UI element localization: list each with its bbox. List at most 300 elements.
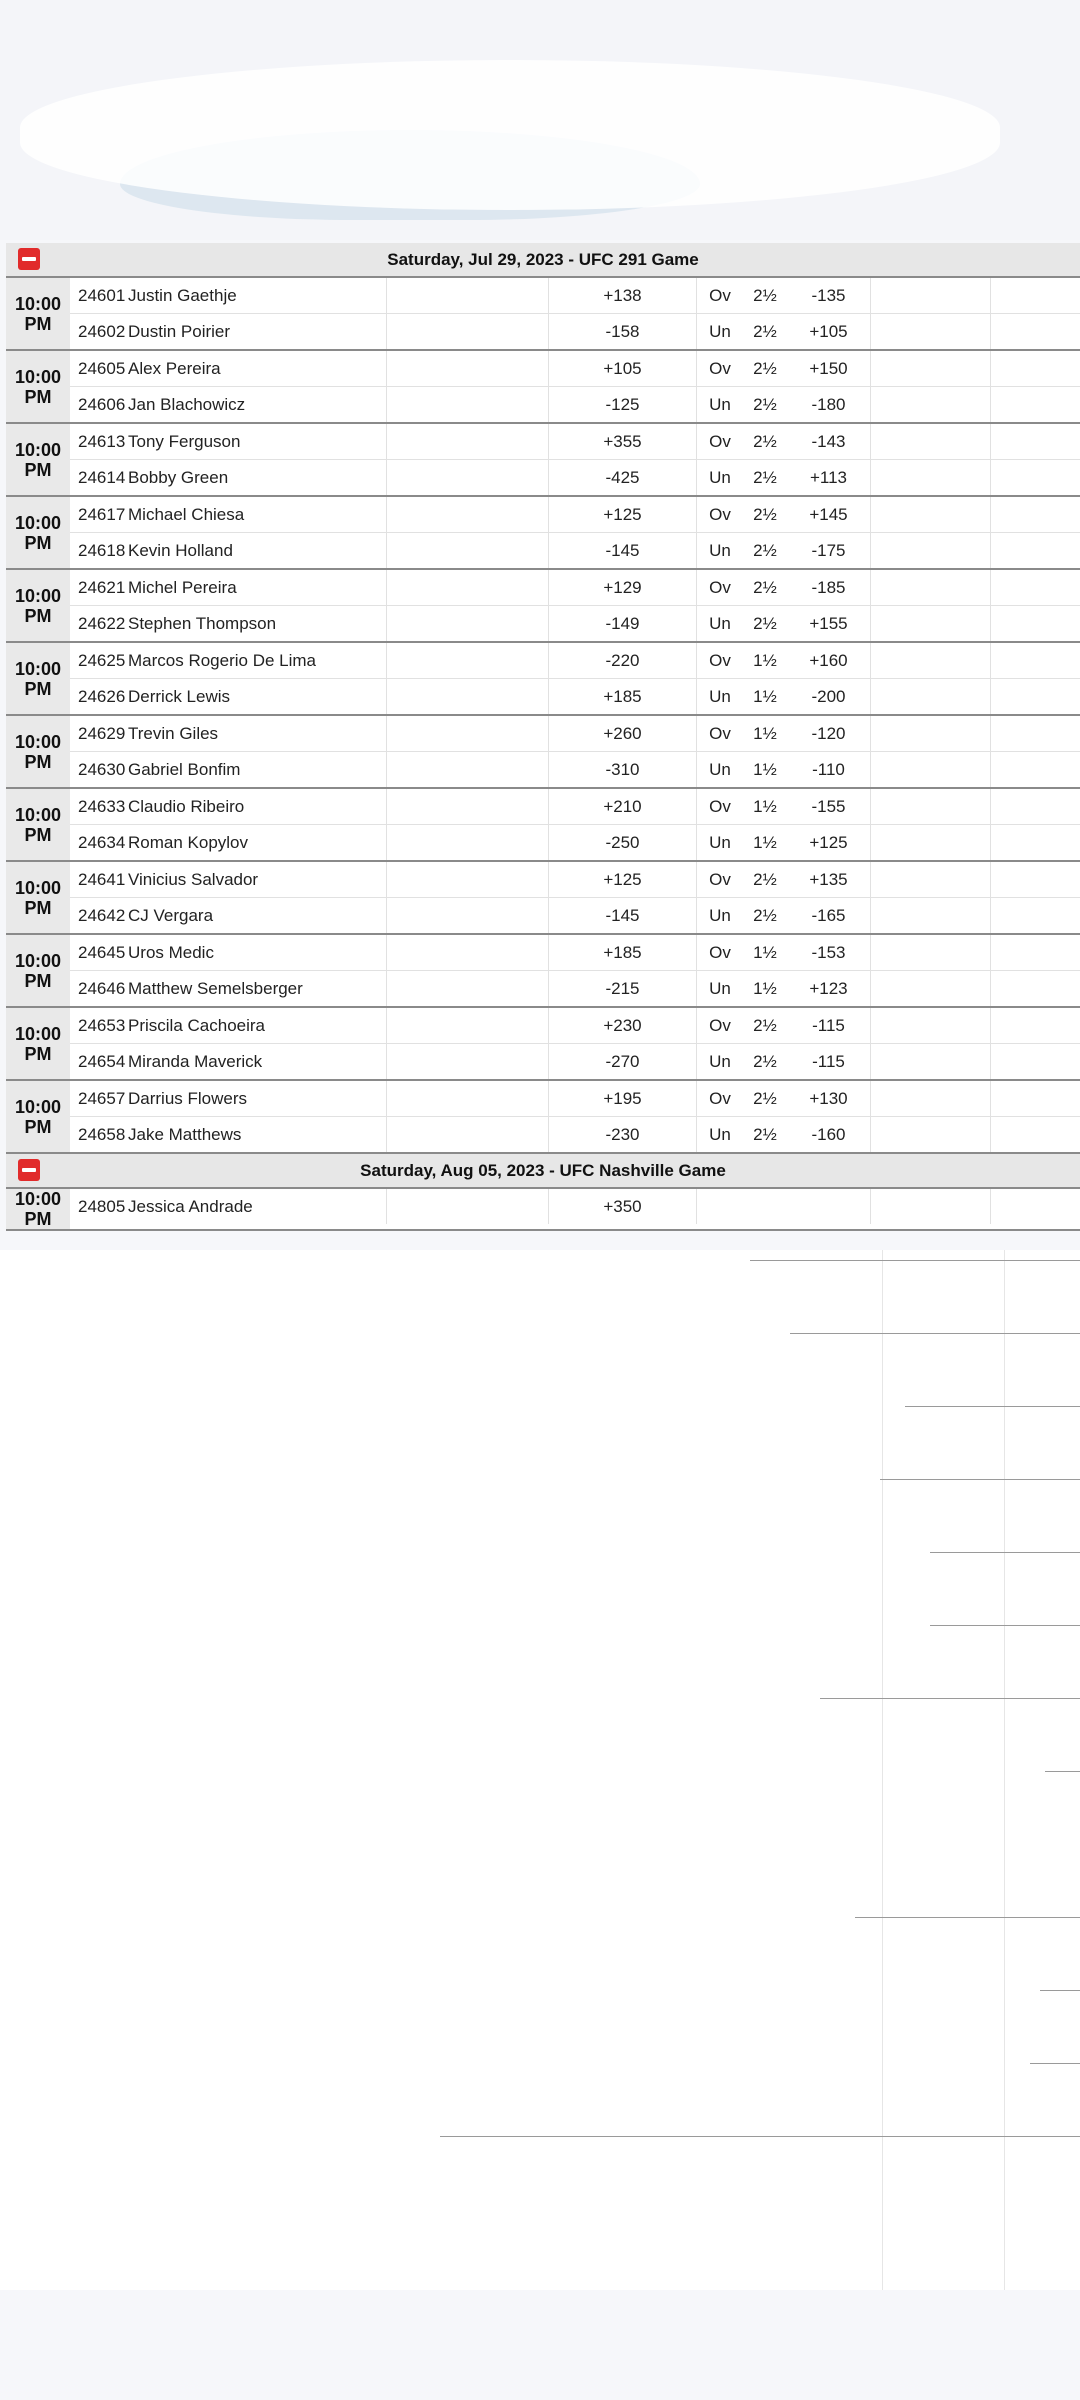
fighter-name: Trevin Giles <box>128 716 387 751</box>
game-time <box>6 1008 70 1079</box>
over-under-label: Un <box>709 540 731 560</box>
game-time-hour: 10:00 <box>14 1023 62 1044</box>
game-time-ampm: PM <box>24 313 52 334</box>
game-time <box>6 862 70 933</box>
moneyline-odds[interactable]: +125 <box>549 497 697 532</box>
fighter-name: Dustin Poirier <box>128 314 387 349</box>
total-odds[interactable]: -175 <box>787 533 871 568</box>
extra-cell[interactable] <box>871 1081 991 1116</box>
spread-cell[interactable] <box>387 1117 549 1152</box>
game-rows <box>70 789 1080 860</box>
fighter-name: Stephen Thompson <box>128 606 387 641</box>
over-under-label: Ov <box>709 796 731 816</box>
rotation-number: 24605 <box>78 358 126 378</box>
spread-cell[interactable] <box>387 752 549 787</box>
spread-cell[interactable] <box>387 1081 549 1116</box>
game-block <box>6 278 1080 351</box>
moneyline-odds[interactable]: -220 <box>549 643 697 678</box>
game-rows <box>70 643 1080 714</box>
extra-cell[interactable] <box>871 387 991 422</box>
table-row <box>70 935 1080 971</box>
game-time-ampm: PM <box>24 751 52 772</box>
total-rounds: 2½ <box>753 431 777 451</box>
total-odds[interactable]: -165 <box>787 898 871 933</box>
game-block <box>6 789 1080 862</box>
game-time-ampm: PM <box>24 459 52 480</box>
total-rounds: 1½ <box>753 723 777 743</box>
game-time-ampm: PM <box>24 897 52 918</box>
rotation-number: 24629 <box>78 723 126 743</box>
over-under-label: Ov <box>709 869 731 889</box>
total-odds[interactable]: -160 <box>787 1117 871 1152</box>
game-block <box>6 1189 1080 1231</box>
fighter-name: Michel Pereira <box>128 570 387 605</box>
table-row <box>70 679 1080 714</box>
moneyline-odds[interactable]: +125 <box>549 862 697 897</box>
game-time-hour: 10:00 <box>14 1096 62 1117</box>
total-rounds: 2½ <box>753 540 777 560</box>
table-row <box>70 716 1080 752</box>
extra-cell[interactable] <box>991 971 1080 1006</box>
table-row <box>70 862 1080 898</box>
over-under-label: Un <box>709 1124 731 1144</box>
moneyline-odds[interactable]: +210 <box>549 789 697 824</box>
table-row <box>70 1044 1080 1079</box>
game-time <box>6 1081 70 1152</box>
spread-cell[interactable] <box>387 643 549 678</box>
extra-cell[interactable] <box>871 460 991 495</box>
table-row <box>70 752 1080 787</box>
over-under-label: Ov <box>709 577 731 597</box>
fighter-name: Jan Blachowicz <box>128 387 387 422</box>
spread-cell[interactable] <box>387 1044 549 1079</box>
fighter-name: CJ Vergara <box>128 898 387 933</box>
game-time-hour: 10:00 <box>14 658 62 679</box>
game-block <box>6 1008 1080 1081</box>
rotation-number: 24645 <box>78 942 126 962</box>
moneyline-odds[interactable]: +138 <box>549 278 697 313</box>
game-time-hour: 10:00 <box>14 804 62 825</box>
collapse-minus-icon[interactable] <box>18 1159 40 1181</box>
game-time <box>6 716 70 787</box>
fighter-name: Bobby Green <box>128 460 387 495</box>
spread-cell[interactable] <box>387 971 549 1006</box>
total-rounds: 2½ <box>753 1051 777 1071</box>
spread-cell[interactable] <box>387 679 549 714</box>
game-block <box>6 643 1080 716</box>
game-time-ampm: PM <box>24 1043 52 1064</box>
table-row <box>70 643 1080 679</box>
moneyline-odds[interactable]: -270 <box>549 1044 697 1079</box>
table-row <box>70 1189 1080 1224</box>
extra-cell[interactable] <box>991 752 1080 787</box>
extra-cell[interactable] <box>991 351 1080 386</box>
total-odds[interactable]: -153 <box>787 935 871 970</box>
table-row <box>70 533 1080 568</box>
total-odds[interactable]: +130 <box>787 1081 871 1116</box>
total-odds[interactable]: -155 <box>787 789 871 824</box>
total-rounds: 2½ <box>753 321 777 341</box>
rotation-number: 24622 <box>78 613 126 633</box>
moneyline-odds[interactable]: -145 <box>549 533 697 568</box>
over-under-label: Un <box>709 321 731 341</box>
extra-cell[interactable] <box>871 533 991 568</box>
total-odds[interactable]: -135 <box>787 278 871 313</box>
fighter-name: Claudio Ribeiro <box>128 789 387 824</box>
total-odds[interactable]: +123 <box>787 971 871 1006</box>
extra-cell[interactable] <box>991 1044 1080 1079</box>
moneyline-odds[interactable]: -215 <box>549 971 697 1006</box>
spread-cell[interactable] <box>387 278 549 313</box>
over-under-label <box>697 1189 743 1224</box>
moneyline-odds[interactable]: +350 <box>549 1189 697 1224</box>
total-rounds: 2½ <box>753 613 777 633</box>
fighter-name: Matthew Semelsberger <box>128 971 387 1006</box>
game-time-ampm: PM <box>24 970 52 991</box>
rotation-number: 24621 <box>78 577 126 597</box>
extra-cell[interactable] <box>991 825 1080 860</box>
table-row <box>70 1008 1080 1044</box>
over-under-label: Ov <box>709 1015 731 1035</box>
rotation-number: 24602 <box>78 321 126 341</box>
total-odds[interactable]: +105 <box>787 314 871 349</box>
game-time-ampm: PM <box>24 1116 52 1137</box>
rotation-number: 24618 <box>78 540 126 560</box>
total-rounds: 1½ <box>753 686 777 706</box>
spread-cell[interactable] <box>387 387 549 422</box>
extra-cell[interactable] <box>871 314 991 349</box>
extra-cell[interactable] <box>871 825 991 860</box>
extra-cell[interactable] <box>871 1008 991 1043</box>
over-under-label: Ov <box>709 431 731 451</box>
extra-cell[interactable] <box>871 1189 991 1224</box>
table-row <box>70 314 1080 349</box>
extra-cell[interactable] <box>991 570 1080 605</box>
total-rounds <box>743 1189 787 1224</box>
fighter-name: Justin Gaethje <box>128 278 387 313</box>
game-rows <box>70 1008 1080 1079</box>
extra-cell[interactable] <box>871 935 991 970</box>
spread-cell[interactable] <box>387 497 549 532</box>
total-odds[interactable]: +150 <box>787 351 871 386</box>
extra-cell[interactable] <box>991 387 1080 422</box>
collapse-minus-icon[interactable] <box>18 248 40 270</box>
rotation-number: 24601 <box>78 285 126 305</box>
table-row <box>70 1117 1080 1152</box>
game-time-hour: 10:00 <box>14 1189 62 1209</box>
table-row <box>70 606 1080 641</box>
fighter-name: Derrick Lewis <box>128 679 387 714</box>
extra-cell[interactable] <box>991 1189 1080 1224</box>
extra-cell[interactable] <box>991 424 1080 459</box>
extra-cell[interactable] <box>871 643 991 678</box>
game-rows <box>70 497 1080 568</box>
spread-cell[interactable] <box>387 898 549 933</box>
total-rounds: 1½ <box>753 832 777 852</box>
extra-cell[interactable] <box>991 497 1080 532</box>
spread-cell[interactable] <box>387 314 549 349</box>
over-under-label: Un <box>709 394 731 414</box>
game-rows <box>70 351 1080 422</box>
total-rounds: 1½ <box>753 942 777 962</box>
game-rows <box>70 278 1080 349</box>
moneyline-odds[interactable]: -250 <box>549 825 697 860</box>
spread-cell[interactable] <box>387 789 549 824</box>
game-time-hour: 10:00 <box>14 439 62 460</box>
table-row <box>70 278 1080 314</box>
game-rows <box>70 716 1080 787</box>
moneyline-odds[interactable]: -125 <box>549 387 697 422</box>
spread-cell[interactable] <box>387 460 549 495</box>
total-rounds: 2½ <box>753 467 777 487</box>
total-odds[interactable]: +113 <box>787 460 871 495</box>
game-block <box>6 570 1080 643</box>
table-row <box>70 460 1080 495</box>
game-block <box>6 935 1080 1008</box>
rotation-number: 24630 <box>78 759 126 779</box>
fighter-name: Jake Matthews <box>128 1117 387 1152</box>
extra-cell[interactable] <box>991 314 1080 349</box>
total-rounds: 1½ <box>753 796 777 816</box>
extra-cell[interactable] <box>991 898 1080 933</box>
moneyline-odds[interactable]: +195 <box>549 1081 697 1116</box>
moneyline-odds[interactable]: +129 <box>549 570 697 605</box>
game-block <box>6 497 1080 570</box>
game-time-ampm: PM <box>24 532 52 553</box>
game-time-hour: 10:00 <box>14 950 62 971</box>
game-rows <box>70 935 1080 1006</box>
spread-cell[interactable] <box>387 351 549 386</box>
moneyline-odds[interactable]: -230 <box>549 1117 697 1152</box>
table-row <box>70 789 1080 825</box>
extra-cell[interactable] <box>871 606 991 641</box>
spread-cell[interactable] <box>387 424 549 459</box>
game-time-hour: 10:00 <box>14 293 62 314</box>
section-title: Saturday, Jul 29, 2023 - UFC 291 Game <box>387 249 699 269</box>
extra-cell[interactable] <box>991 460 1080 495</box>
over-under-label: Un <box>709 978 731 998</box>
over-under-label: Un <box>709 905 731 925</box>
total-odds[interactable]: +155 <box>787 606 871 641</box>
game-time <box>6 424 70 495</box>
moneyline-odds[interactable]: +105 <box>549 351 697 386</box>
table-row <box>70 825 1080 860</box>
moneyline-odds[interactable]: -425 <box>549 460 697 495</box>
game-time <box>6 570 70 641</box>
extra-cell[interactable] <box>991 716 1080 751</box>
rotation-number: 24805 <box>78 1196 126 1216</box>
game-block <box>6 424 1080 497</box>
extra-cell[interactable] <box>871 1044 991 1079</box>
table-row <box>70 570 1080 606</box>
rotation-number: 24654 <box>78 1051 126 1071</box>
section-title: Saturday, Aug 05, 2023 - UFC Nashville Game <box>360 1160 726 1180</box>
extra-cell[interactable] <box>991 862 1080 897</box>
total-rounds: 1½ <box>753 650 777 670</box>
total-odds[interactable]: -110 <box>787 752 871 787</box>
game-block <box>6 1081 1080 1154</box>
total-rounds: 1½ <box>753 978 777 998</box>
game-time-hour: 10:00 <box>14 877 62 898</box>
fighter-name: Alex Pereira <box>128 351 387 386</box>
moneyline-odds[interactable]: +185 <box>549 935 697 970</box>
spread-cell[interactable] <box>387 825 549 860</box>
fighter-name: Darrius Flowers <box>128 1081 387 1116</box>
odds-board <box>6 243 1080 1231</box>
total-rounds: 2½ <box>753 358 777 378</box>
spread-cell[interactable] <box>387 570 549 605</box>
banner-cloud <box>20 60 1000 210</box>
rotation-number: 24617 <box>78 504 126 524</box>
total-rounds: 2½ <box>753 905 777 925</box>
total-odds[interactable]: -120 <box>787 716 871 751</box>
rotation-number: 24613 <box>78 431 126 451</box>
game-time-hour: 10:00 <box>14 366 62 387</box>
header-banner <box>0 0 1080 240</box>
extra-cell[interactable] <box>991 935 1080 970</box>
total-odds[interactable]: -180 <box>787 387 871 422</box>
rotation-number: 24606 <box>78 394 126 414</box>
extra-cell[interactable] <box>991 789 1080 824</box>
fighter-name: Gabriel Bonfim <box>128 752 387 787</box>
moneyline-odds[interactable]: +260 <box>549 716 697 751</box>
over-under-label: Ov <box>709 650 731 670</box>
rotation-number: 24634 <box>78 832 126 852</box>
over-under-label: Ov <box>709 723 731 743</box>
moneyline-odds[interactable]: -158 <box>549 314 697 349</box>
fighter-name: Tony Ferguson <box>128 424 387 459</box>
table-row <box>70 1081 1080 1117</box>
over-under-label: Ov <box>709 358 731 378</box>
game-time-hour: 10:00 <box>14 512 62 533</box>
table-row <box>70 898 1080 933</box>
moneyline-odds[interactable]: -149 <box>549 606 697 641</box>
extra-cell[interactable] <box>991 606 1080 641</box>
extra-cell[interactable] <box>991 533 1080 568</box>
extra-cell[interactable] <box>871 278 991 313</box>
game-time <box>6 789 70 860</box>
extra-cell[interactable] <box>991 679 1080 714</box>
table-row <box>70 497 1080 533</box>
extra-cell[interactable] <box>871 971 991 1006</box>
rotation-number: 24642 <box>78 905 126 925</box>
extra-cell[interactable] <box>871 716 991 751</box>
total-odds[interactable]: -143 <box>787 424 871 459</box>
extra-cell[interactable] <box>991 1117 1080 1152</box>
game-time-hour: 10:00 <box>14 731 62 752</box>
moneyline-odds[interactable]: +355 <box>549 424 697 459</box>
game-time-ampm: PM <box>24 824 52 845</box>
over-under-label: Un <box>709 832 731 852</box>
extra-cell[interactable] <box>991 1008 1080 1043</box>
extra-cell[interactable] <box>871 424 991 459</box>
spread-cell[interactable] <box>387 533 549 568</box>
total-rounds: 2½ <box>753 504 777 524</box>
total-rounds: 2½ <box>753 869 777 889</box>
moneyline-odds[interactable]: +230 <box>549 1008 697 1043</box>
game-rows <box>70 862 1080 933</box>
fighter-name: Vinicius Salvador <box>128 862 387 897</box>
spread-cell[interactable] <box>387 862 549 897</box>
game-time-ampm: PM <box>24 1209 52 1229</box>
total-rounds: 2½ <box>753 1015 777 1035</box>
loading-area <box>0 1250 1080 2400</box>
table-row <box>70 424 1080 460</box>
total-rounds: 2½ <box>753 577 777 597</box>
game-time-ampm: PM <box>24 386 52 407</box>
extra-cell[interactable] <box>871 679 991 714</box>
game-block <box>6 351 1080 424</box>
extra-cell[interactable] <box>871 351 991 386</box>
total-rounds: 1½ <box>753 759 777 779</box>
rotation-number: 24633 <box>78 796 126 816</box>
fighter-name: Miranda Maverick <box>128 1044 387 1079</box>
game-block <box>6 716 1080 789</box>
spread-cell[interactable] <box>387 606 549 641</box>
rotation-number: 24658 <box>78 1124 126 1144</box>
total-odds[interactable]: +145 <box>787 497 871 532</box>
total-odds[interactable]: -115 <box>787 1044 871 1079</box>
game-rows <box>70 1081 1080 1152</box>
rotation-number: 24653 <box>78 1015 126 1035</box>
game-time <box>6 935 70 1006</box>
extra-cell[interactable] <box>871 789 991 824</box>
total-odds[interactable]: -115 <box>787 1008 871 1043</box>
spread-cell[interactable] <box>387 1008 549 1043</box>
extra-cell[interactable] <box>871 752 991 787</box>
section-header <box>6 1154 1080 1189</box>
extra-cell[interactable] <box>991 643 1080 678</box>
total-rounds: 2½ <box>753 285 777 305</box>
extra-cell[interactable] <box>871 570 991 605</box>
game-block <box>6 862 1080 935</box>
total-odds[interactable]: +160 <box>787 643 871 678</box>
spread-cell[interactable] <box>387 716 549 751</box>
game-time <box>6 351 70 422</box>
fighter-name: Michael Chiesa <box>128 497 387 532</box>
over-under-label: Un <box>709 759 731 779</box>
total-odds[interactable]: +135 <box>787 862 871 897</box>
extra-cell[interactable] <box>871 497 991 532</box>
extra-cell[interactable] <box>991 278 1080 313</box>
spread-cell[interactable] <box>387 935 549 970</box>
total-odds[interactable]: -185 <box>787 570 871 605</box>
over-under-label: Un <box>709 1051 731 1071</box>
moneyline-odds[interactable]: -145 <box>549 898 697 933</box>
extra-cell[interactable] <box>991 1081 1080 1116</box>
total-rounds: 2½ <box>753 394 777 414</box>
moneyline-odds[interactable]: +185 <box>549 679 697 714</box>
rotation-number: 24646 <box>78 978 126 998</box>
extra-cell[interactable] <box>871 862 991 897</box>
rotation-number: 24626 <box>78 686 126 706</box>
total-rounds: 2½ <box>753 1124 777 1144</box>
spread-cell[interactable] <box>387 1189 549 1224</box>
extra-cell[interactable] <box>871 898 991 933</box>
fighter-name: Uros Medic <box>128 935 387 970</box>
game-time-hour: 10:00 <box>14 585 62 606</box>
game-time-ampm: PM <box>24 605 52 626</box>
game-rows <box>70 424 1080 495</box>
total-odds[interactable]: +125 <box>787 825 871 860</box>
fighter-name: Priscila Cachoeira <box>128 1008 387 1043</box>
extra-cell[interactable] <box>871 1117 991 1152</box>
moneyline-odds[interactable]: -310 <box>549 752 697 787</box>
total-odds[interactable] <box>787 1189 871 1224</box>
fighter-name: Marcos Rogerio De Lima <box>128 643 387 678</box>
game-time <box>6 497 70 568</box>
total-odds[interactable]: -200 <box>787 679 871 714</box>
